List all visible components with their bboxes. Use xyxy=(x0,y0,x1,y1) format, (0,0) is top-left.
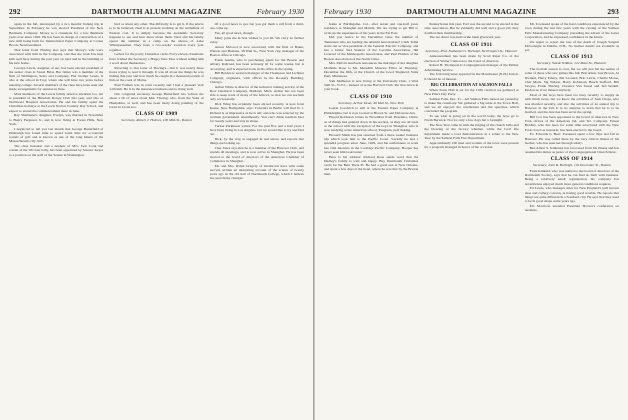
paragraph: Ev. Edwards is 'Bud.' Treasurer spent a few days last fall in Hanover. He was called there by the very critical illness of his mother, who has seen her through safely. xyxy=(524,132,619,145)
left-page-header xyxy=(9,6,304,18)
paragraph: Carolyn Lewis, daughter of Art, has been elected president of the senior class at Sweet Briar. Her father was a member of the firm of Wellington, Sears and Company. Her brother Lewis, is also at the school in Troy, where she will have two years before entering college. Several members of the class have been seen and made arrangements for reunion in June. xyxy=(9,65,104,91)
class-heading-1909: CLASS OF 1909 xyxy=(135,111,178,117)
class-heading-1910: CLASS OF 1910 xyxy=(350,93,393,100)
paragraph: Ed Lewis, who manages sales for New England's well known shoe and cutlery concern, is having good trouble. He reports that things are quite different in a Southern city. He says that they used to be in good shape some years ago. xyxy=(524,186,619,204)
right-page xyxy=(314,0,628,420)
paragraph: The tea dance was held at the bank given last year. xyxy=(429,35,502,40)
right-column-1 xyxy=(324,22,418,420)
paragraph: When Town Hall is set for the 1930 carnival we gathered at New Pine's Day Party. xyxy=(424,87,519,96)
paragraph: Dick Wing has evidently been abroad recently. A note from Keene, New Hampshire, says: Travelers in Berlin will find N. J. Richard is as impressive as he is tall; and who was selected by the German government unanimously. You can't drink German beer for twenty years and stay in shape. xyxy=(209,102,304,123)
paragraph: To see what is going on in the world today, the boys go to North Berwick. Not for only a few days but a fortnight. xyxy=(424,114,519,123)
paragraph: Pennsylvania this year. Earl was the second to be elected at the state association. But he evidently did well and a good job; they doubled their membership. xyxy=(424,22,519,35)
class-heading-1911: CLASS OF 1911 xyxy=(450,41,493,48)
right-columns xyxy=(324,22,619,420)
paragraph: Did you notice in the December issue the number of Tennessee who are leading the Alumni Associations? Clark Tobin starts out as vice-president of the General Electric Company, and has a Junior Ned Stanton of the Carolina Association. Jim Leonard of the Minneapolis Association, and Paul Holden of the Boston Association of the North Cities. xyxy=(324,35,419,61)
paragraph: Ben Albert S. Kilkenny has recovered from his illness and has resumed his duties as pastor of the Congregational Church there. xyxy=(524,145,619,154)
paragraph: Yes, all good news, though. xyxy=(214,31,254,35)
right-page-date: February 1930 xyxy=(324,7,372,16)
paragraph: again in the fall, interrupted by a two months' fishing trip in September. In February he was elected President of the New Bermuda Company. Morey is a classmate for a few Bermuda years ever since 1926. He has been in charge of construction of a new mill being built for International Paper Company at Corner Brook, Newfoundland. xyxy=(9,22,104,48)
paragraph: I neglected to tell you last month that George Butterfield of Pittsburgh has found time to spend some time for occasional rounds of golf and is known as one of the long hitters of the Massachusetts city club. xyxy=(9,126,104,144)
left-page-number: 292 xyxy=(9,7,21,16)
paragraph: Sam Mulheron is now living at the University Club, 1 West 54th St., N.Y.C., instead of at the Harvard Club. Put that down in your book. xyxy=(324,78,419,92)
paragraph: Of a good news to get, but you got them a call from a third-one came up. xyxy=(209,22,304,31)
paragraph: Mr. and Mrs. Ralph Gregory of Glenbrook have with some success written an interesting account of the scenes of twenty years ago in the old hall of Dartmouth College, which I believe has seen many changes. xyxy=(209,163,304,181)
paragraph: Mr. Townsend spoke of the hard conditions experienced by the town during the last few years with the closing of the Salmon Falls Manufacturing Company preceding the advent of the Gates Corporation, and he expressed confidence in the future. xyxy=(524,22,619,39)
paragraph: Bill Holden is western manager of the Thompson and Lichtner Company, engineers, with offices in the Rookery Building, Chicago. xyxy=(209,71,304,84)
left-magazine-title: DARTMOUTH ALUMNI MAGAZINE xyxy=(91,7,222,16)
paragraph: The following letter appeared in the Manchester (N.H.) Union. It should be of interest. xyxy=(424,72,519,81)
paragraph: The New Year came in with the ringing of the church bells and the blowing of the factory whistles, while the local fire department made a loud demonstration as a salute to the New Year by the Salmon Falls Fire Department. xyxy=(424,123,519,140)
paragraph: Tucker Parkinson writes: For the past five and a half years I have been living in Los Angeles, but we would like to try and find out. xyxy=(209,123,304,137)
paragraph: Frank Austin, who is purchasing agent for the Boston and Albany Railroad, has been seriously ill for some weeks, but is recovering, and is expected back in his office in the spring. xyxy=(209,58,304,71)
paragraph: We regret to report the loss of the death of Joseph Sargent McGonagle in Dublin, N.H., No further details are available as yet. xyxy=(524,39,619,52)
paragraph: bird or about any other. The difficulty is to get it. If the article is to be believed, Neal is at present working on the settlement of Eastern coal. It is simply because the Academic Secretary happens to see and hear more about them. Neal and his family spend the summer in a camp on the shores of Lake Winnipesaukee. They have a two-weeks' vacation every year together. xyxy=(109,22,204,52)
class-secretary-1910: Secretary, Arthur Dean, 40 Wall St., New York xyxy=(338,100,404,105)
left-columns xyxy=(9,22,304,420)
paragraph: Mrs. Melvin Averbeck announces the marriage of her daughter Mathilde Rose to Mr. Meredith Maurice Elliot on Thursday, December the fifth, at the Church of the Good Shepherd, Saint Paul, Minnesota. xyxy=(324,61,419,78)
left-column-1 xyxy=(9,22,103,420)
right-page-number: 293 xyxy=(607,7,619,16)
paragraph: Chet Jones says that he is a member of the Hanover Club, and attends all meetings, and is now active in Shanghai. He has been elected to the board of directors of the American Chamber of Commerce in Shanghai. xyxy=(209,146,304,163)
paragraph: Ray Sherburne's daughter, Evelyn, was married in November to Henry Ferguson Jr., and is now living at Forest Hills, New York. xyxy=(9,113,104,126)
right-column-2 xyxy=(424,22,518,420)
paragraph: Bill Cox has been appointed to the board of directors in New York offices of the American Tel. and Tel. Company. Ernest Bradley, who has been for some time associated with the New York crowd as treasurer, has been elected to the board. xyxy=(524,114,619,132)
paragraph: Laurie Goodrich is still at the Eastern Paper Company at Philadelphia, but is now located at Brown St. and Delaware Ave. xyxy=(324,106,419,115)
paragraph: Salmon Falls, Dec. 31—All Salmon Falls turned out yesterday to make the ceremony. We gathered a big table at the Town Hall, and we all enjoyed the ceremonies and the speeches, which concluded the program. xyxy=(424,96,519,114)
right-magazine-title: DARTMOUTH ALUMNI MAGAZINE xyxy=(406,7,537,16)
class-secretary-1911: Secretary, Prof. Nathaniel G. Burleigh, 84 Prospect St., Hanover xyxy=(425,48,518,53)
left-column-2 xyxy=(109,22,203,420)
paragraph: Ernie Kinkaid, who was named to the board of directors of the Dartmouth Society, says that he can find no fault with business. Being a relatively small organization, his company has nevertheless enjoyed much more general conditions requires. xyxy=(524,168,619,186)
article-title: BIG CELEBRATION AT SALMON FALLS xyxy=(430,82,513,88)
paragraph: Letters for the portly Christmas cards. Forty-eleven classmates have wished the Secretary a Happy New Year without telling him a word about themselves. xyxy=(109,52,204,65)
paragraph: Approximately 100 men and women of the town were present for a program arranged in honor of the occasion. xyxy=(424,140,519,149)
left-page-date: February 1930 xyxy=(256,7,304,16)
paragraph: Reverting to that letter of Thwing's—that it was nearly three hours trying to read it through. It was all about the things he was fishing this year and how much he caught in a thousand pounds of fish on the coast of Maine. xyxy=(109,65,204,83)
paragraph: Howard Smith has just returned from a three weeks' business trip which took him to the Pacific Coast. 'Luckily he had a splendid progress since June, 1929, and his restlessness at work has vital interests in the Coolidge Pacific Company. Hooper has never seen him look better.' xyxy=(324,132,419,154)
paragraph: Paul Tolman was in town recently and I had a pleasant visit with him. He is in the insurance business and is doing well. xyxy=(109,83,204,92)
paragraph: The football season is over, but we will just list the names of some of those who saw games this fall: Bob Allen, Gus Brown, Al Dwinell, Harry Emery, Jim Leonard, Bob Lewis, Charlie Morse, Chet Mack, Sig Nelson, Harry Robinson, Beach Stafford, Bill Sawyer, Frank Thwing, Clarence Van Tassel and Ted Wadell. Pardon us if we missed anybody. xyxy=(524,67,619,93)
class-heading-1913: CLASS OF 1913 xyxy=(550,54,593,61)
paragraph: That letter from Thwing also says that Morey's wife were associated with him in the Company, and that the work has kept him well busy during the past year on land and in the building of his new home. xyxy=(9,48,104,65)
paragraph: Announcement has been made by Scott Paper Co. of the election of Walter Cameron to the board of directors. xyxy=(424,54,519,63)
paragraph: home at Burlingame, Cal., after seven and one-half years residence at Shanghai and Manila. We are trying to get Bill to write up the experiences of his years in the Far East. xyxy=(324,22,419,35)
class-secretary-1909: Secretary, Robert J. Holmes, 100 Milk St., Boston xyxy=(121,118,192,122)
paragraph: Our congenial secretary George Butterfield has written me about a bit of news about Mrs. Thwing, who, from the Saint of Hampshire, is well, and has been lately doing painting of the Lions in Lions zoo. xyxy=(109,92,204,109)
paragraph: Anson McLeod is now associated with the firm of Baker, Watson and Haskins, 38 Wall St., New York city, manager of the Boston office at Chicago. xyxy=(209,44,304,58)
paragraph: Robert H. Thompson is Congregational manager of the Palmer Advertising Service. xyxy=(424,63,519,72)
paragraph: Dick, by the way, is engaged in real estate, and reports that things are looking up. xyxy=(209,137,304,146)
paragraph: Here is his address: Richard Rose sends word that the Dudley's family is well and happy. Buy Dartmouth Christmas cards for the Beta Theta Pi. He had a good rest at New Orleans, and spent a few days at the hotel, where he was met by the Boston men. xyxy=(324,154,419,176)
paragraph: Harold Robinson writes in November from Pasadena, China, as of things had quieted down in his section, as they are all back at the school with the exception of the boys in Shanghai, who is now studying at the American school, Yangtsun, near Peking. xyxy=(324,115,419,133)
paragraph: Mr. Morrison attended President Hoover's conference on business. xyxy=(524,203,619,213)
right-column-3 xyxy=(525,22,619,420)
class-secretary-1913: Secretary, Warde Wilkins, 122 Main St., Hanover xyxy=(537,61,607,66)
class-secretary-1914: Secretary, John R. Burleigh, 110 December St., Boston xyxy=(533,163,611,168)
class-heading-1914: CLASS OF 1914 xyxy=(550,156,593,163)
paragraph: The class treasurer and a nephew of Mrs. Jack Cook and cousin of the '09 class baby, has been appointed by Senator Keyes to a position on the staff of the Senate in Washington. xyxy=(9,144,104,157)
paragraph: Many joins me in best wishes to you all. We carry no further today. xyxy=(209,35,304,44)
left-column-3 xyxy=(210,22,304,420)
paragraph: Most of the boys have been too busy recently to supply us with much news, but we know the activities of Sam Chase, who was married recently, and also the activities of an annual trip to Hanover in the fall. It is no surprise to learn that he is to be married, and the date has been set in the spring. xyxy=(524,93,619,115)
right-page-header xyxy=(324,6,619,18)
paragraph: Male members of the Lewis family deserve attention too, Art is president of the Hinsdale Rotary Club this year, and also of Northwest Hospital Association. He and his family spent the Christmas holidays at the Lewis Norton Country Day School, and expect to attend the commencement there in June. xyxy=(9,91,104,113)
paragraph: Arthur White is director of the technical training service of the Dow Chemical Company, Midland, Mich. Arthur has not been able to keep track of many of the fellows, so that we can see him only occasionally. xyxy=(209,84,304,102)
